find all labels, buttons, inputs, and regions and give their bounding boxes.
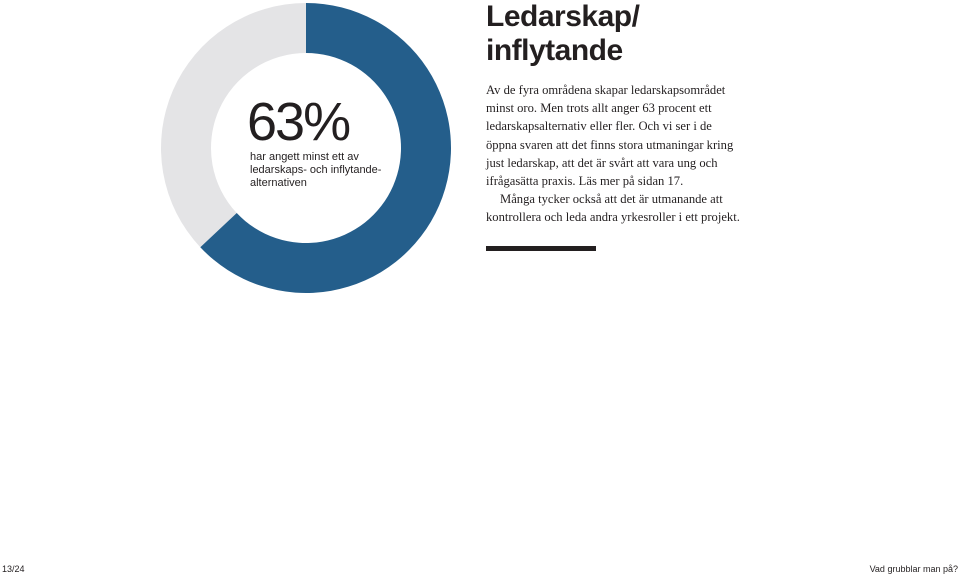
body-line: just ledarskap, att det är svårt att vara ung och: [486, 155, 718, 170]
divider-rule: [486, 246, 596, 251]
page-number: 13/24: [2, 564, 25, 574]
body-line: Av de fyra områdena skapar ledarskapsområdet: [486, 83, 726, 97]
body-paragraph: [486, 81, 786, 227]
body-line: ifrågasätta praxis. Läs mer på sidan 17.: [486, 174, 684, 189]
body-line: öppna svaren att det finns stora utmaningar kring: [486, 137, 734, 152]
page-heading: [486, 0, 639, 68]
body-line: kontrollera och leda andra yrkesroller i ett projekt.: [486, 210, 740, 225]
body-line: Många tycker också att det är utmanande att: [500, 192, 723, 207]
body-line: ledarskapsalternativ eller fler. Och vi ser i de: [486, 119, 712, 134]
stat-percent: 63%: [247, 92, 350, 152]
body-line: minst oro. Men trots allt anger 63 procent ett: [486, 101, 712, 116]
heading-line-2: inflytande: [486, 34, 623, 67]
stat-caption: har angett minst ett av ledarskaps- och inflytande-alternativen: [250, 151, 382, 189]
footer-title: Vad grubblar man på?: [869, 564, 958, 574]
heading-line-1: Ledarskap/: [486, 0, 640, 33]
